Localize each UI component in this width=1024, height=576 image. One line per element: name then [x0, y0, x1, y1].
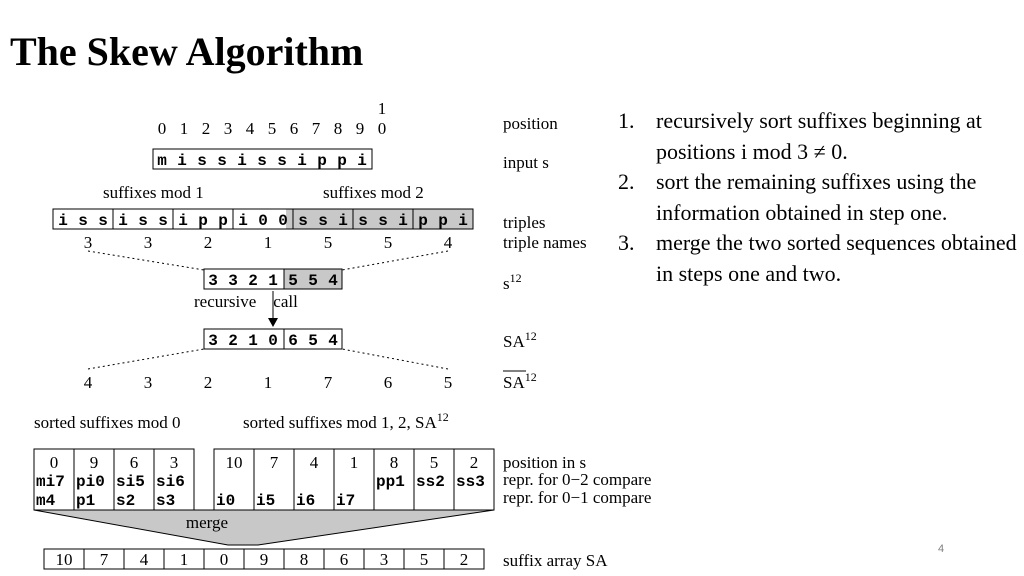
- sa12-bar-value: 7: [323, 373, 333, 392]
- algorithm-steps: [618, 106, 1018, 289]
- step-item: [618, 106, 1018, 167]
- s12-value: 3: [228, 272, 238, 290]
- triple-name: 4: [443, 233, 453, 252]
- label-sa12: SA$^{12}$: [503, 329, 537, 351]
- position-digit: 7: [311, 119, 321, 138]
- sa12-value: 3: [208, 332, 218, 350]
- sa12-bar-value: 3: [143, 373, 153, 392]
- sorted-mod12-cell-position: 10: [225, 453, 243, 472]
- sa12-value: 5: [308, 332, 318, 350]
- input-char: s: [197, 152, 207, 170]
- position-digit: 8: [333, 119, 343, 138]
- sorted-mod12-cell-repr-01: i6: [296, 492, 316, 510]
- sorted-mod12-cell-position: 5: [429, 453, 439, 472]
- triple-char: i: [178, 212, 188, 230]
- sorted-mod0-cell-repr-02: si5: [116, 473, 145, 491]
- sorted-mod0-cell-repr-01: s3: [156, 492, 176, 510]
- suffix-array-row: [44, 549, 484, 569]
- label-input-s: input s: [503, 153, 549, 172]
- step-number: 2.: [618, 169, 635, 194]
- slide-title: The Skew Algorithm: [10, 29, 364, 74]
- suffix-array-value: 7: [99, 550, 109, 569]
- sorted-mod12-cell-repr-02: ss2: [416, 473, 445, 491]
- position-digit: 0: [157, 119, 167, 138]
- triple-char: i: [238, 212, 248, 230]
- step-number: 3.: [618, 230, 635, 255]
- input-char: i: [237, 152, 247, 170]
- triple-char: i: [118, 212, 128, 230]
- triple-char: 0: [278, 212, 288, 230]
- position-digit: 6: [289, 119, 299, 138]
- triple-char: p: [418, 212, 428, 230]
- suffix-array-value: 4: [139, 550, 149, 569]
- triple-name: 3: [143, 233, 153, 252]
- sa12-bar-value: 2: [203, 373, 213, 392]
- suffix-array-value: 2: [459, 550, 469, 569]
- triple-char: 0: [258, 212, 268, 230]
- label-repr-02: repr. for 0−2 compare: [503, 470, 652, 489]
- sa12-bar-row: [84, 373, 453, 392]
- sorted-mod0-cell-repr-02: si6: [156, 473, 185, 491]
- sorted-mod12-cell-position: 1: [349, 453, 359, 472]
- suffix-array-value: 10: [55, 550, 73, 569]
- triple-name: 5: [383, 233, 393, 252]
- step-text: recursively sort suffixes beginning at positions i mod 3 ≠ 0.: [656, 108, 982, 164]
- sa12-row: [204, 329, 342, 350]
- s12-value: 1: [268, 272, 278, 290]
- sorted-mod0-cell-repr-01: m4: [36, 492, 56, 510]
- triple-char: s: [358, 212, 368, 230]
- triple-char: s: [78, 212, 88, 230]
- sorted-suffixes-table: [34, 449, 494, 510]
- triple-char: i: [58, 212, 68, 230]
- sorted-mod12-cell-repr-02: ss3: [456, 473, 485, 491]
- sorted-mod12-cell-position: 8: [389, 453, 399, 472]
- s12-value: 5: [288, 272, 298, 290]
- triple-char: i: [398, 212, 408, 230]
- sa12-bar-value: 6: [383, 373, 393, 392]
- input-char: i: [177, 152, 187, 170]
- triple-char: s: [298, 212, 308, 230]
- triple-char: i: [338, 212, 348, 230]
- input-char: s: [217, 152, 227, 170]
- sorted-mod12-cell-repr-01: i5: [256, 492, 276, 510]
- input-char: s: [277, 152, 287, 170]
- caption-sorted-mod0: sorted suffixes mod 0: [34, 413, 181, 432]
- position-digit-tens: 1: [377, 99, 387, 118]
- sorted-mod12-cell-position: 2: [469, 453, 479, 472]
- triple-char: s: [138, 212, 148, 230]
- input-char: s: [257, 152, 267, 170]
- sa12-value: 6: [288, 332, 298, 350]
- dotted-line-right-top: [342, 251, 448, 270]
- suffix-array-value: 9: [259, 550, 269, 569]
- label-position: position: [503, 114, 558, 133]
- sorted-mod0-cell-repr-02: mi7: [36, 473, 65, 491]
- step-text: merge the two sorted sequences obtained in steps one and two.: [656, 230, 1017, 286]
- sorted-mod12-cell-repr-01: i0: [216, 492, 236, 510]
- input-char: p: [317, 152, 327, 170]
- step-item: [618, 167, 1018, 228]
- page-number: 4: [938, 543, 945, 555]
- s12-value: 2: [248, 272, 258, 290]
- sa12-bar-value: 1: [263, 373, 273, 392]
- dotted-line-left-bottom: [88, 349, 204, 369]
- sorted-mod12-cell-position: 4: [309, 453, 319, 472]
- position-digit: 0: [377, 119, 387, 138]
- sorted-mod0-cell-position: 0: [49, 453, 59, 472]
- step-item: [618, 228, 1018, 289]
- sorted-mod12-cell-repr-01: i7: [336, 492, 356, 510]
- sa12-value: 4: [328, 332, 338, 350]
- sa12-bar-value: 4: [83, 373, 93, 392]
- triple-name: 5: [323, 233, 333, 252]
- label-repr-01: repr. for 0−1 compare: [503, 488, 652, 507]
- position-digit: 3: [223, 119, 233, 138]
- input-char: i: [297, 152, 307, 170]
- position-row: [158, 99, 387, 138]
- triple-char: s: [158, 212, 168, 230]
- label-triples: triples: [503, 213, 546, 232]
- input-char: p: [337, 152, 347, 170]
- label-triple-names: triple names: [503, 233, 587, 252]
- sorted-mod0-cell-position: 6: [129, 453, 139, 472]
- input-char: i: [357, 152, 367, 170]
- label-sa12-bar: SA$^{12}$: [503, 370, 537, 392]
- step-number: 1.: [618, 108, 635, 133]
- s12-value: 3: [208, 272, 218, 290]
- input-char: m: [157, 152, 167, 170]
- triple-names-row: [84, 233, 453, 252]
- caption-recursive-call: recursive call: [194, 292, 298, 311]
- suffix-array-value: 8: [299, 550, 309, 569]
- sorted-mod0-cell-position: 9: [89, 453, 99, 472]
- triple-char: p: [198, 212, 208, 230]
- triple-char: i: [458, 212, 468, 230]
- label-s12: $s^{12}$: [503, 271, 522, 293]
- sorted-mod0-cell-position: 3: [169, 453, 179, 472]
- sa12-bar-value: 5: [443, 373, 453, 392]
- sorted-mod0-cell-repr-02: pi0: [76, 473, 105, 491]
- position-digit: 2: [201, 119, 211, 138]
- position-digit: 5: [267, 119, 277, 138]
- label-suffix-array: suffix array SA: [503, 551, 608, 570]
- position-digit: 9: [355, 119, 365, 138]
- label-position-in-s: position in s: [503, 453, 587, 472]
- sa12-value: 1: [248, 332, 258, 350]
- sa12-value: 2: [228, 332, 238, 350]
- sorted-mod12-cell-position: 7: [269, 453, 279, 472]
- triple-char: p: [218, 212, 228, 230]
- suffix-array-value: 3: [379, 550, 389, 569]
- triple-name: 3: [83, 233, 93, 252]
- dotted-line-right-bottom: [342, 349, 448, 369]
- suffix-array-value: 1: [179, 550, 189, 569]
- triple-name: 1: [263, 233, 273, 252]
- s12-value: 5: [308, 272, 318, 290]
- triple-char: s: [318, 212, 328, 230]
- suffix-array-value: 6: [339, 550, 349, 569]
- caption-merge: merge: [185, 513, 229, 532]
- dotted-line-left-top: [88, 251, 204, 270]
- sorted-mod0-cell-repr-01: s2: [116, 492, 136, 510]
- merge-funnel: [34, 510, 494, 545]
- triple-name: 2: [203, 233, 213, 252]
- sa12-value: 0: [268, 332, 278, 350]
- recursive-call-arrowhead: [268, 318, 278, 327]
- position-digit: 4: [245, 119, 255, 138]
- s12-value: 4: [328, 272, 338, 290]
- caption-suffixes-mod1: suffixes mod 1: [103, 183, 204, 202]
- step-text: sort the remaining suffixes using the information obtained in step one.: [656, 169, 977, 225]
- caption-sorted-mod12: sorted suffixes mod 1, 2, SA$^{12}$: [243, 410, 449, 432]
- input-string-row: [153, 149, 372, 170]
- sorted-mod0-cell-repr-01: p1: [76, 492, 96, 510]
- position-digit: 1: [179, 119, 189, 138]
- suffix-array-value: 5: [419, 550, 429, 569]
- sorted-mod12-cell-repr-02: pp1: [376, 473, 405, 491]
- suffix-array-value: 0: [219, 550, 229, 569]
- triple-char: s: [98, 212, 108, 230]
- triple-char: p: [438, 212, 448, 230]
- caption-suffixes-mod2: suffixes mod 2: [323, 183, 424, 202]
- triple-char: s: [378, 212, 388, 230]
